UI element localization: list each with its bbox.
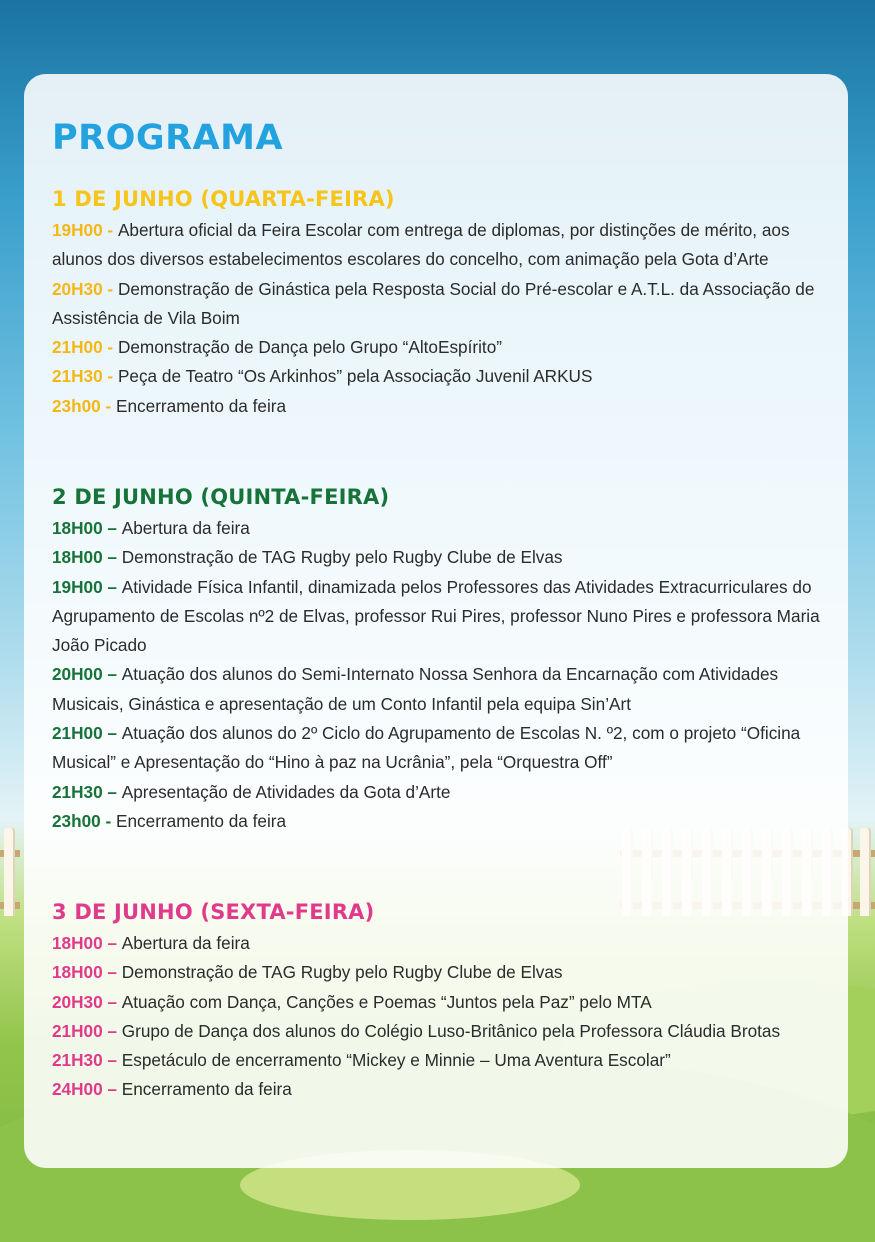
item-text: Demonstração de TAG Rugby pelo Rugby Clube de Elvas (121, 962, 563, 983)
day-section-3 (52, 896, 822, 1105)
schedule-item (52, 719, 822, 778)
schedule-item (52, 275, 822, 334)
schedule-list (52, 514, 822, 836)
page-title: PROGRAMA (52, 118, 284, 158)
item-text: Peça de Teatro “Os Arkinhos” pela Associação Juvenil ARKUS (117, 366, 593, 387)
item-text: Atuação com Dança, Canções e Poemas “Juntos pela Paz” pelo MTA (121, 991, 652, 1012)
item-time: 24H00 – (52, 1079, 122, 1100)
schedule-item (52, 660, 822, 719)
item-text: Apresentação de Atividades da Gota d’Arte (121, 781, 451, 802)
day-heading: 3 DE JUNHO (SEXTA-FEIRA) (52, 900, 375, 924)
item-time: 21H00 - (52, 337, 118, 358)
schedule-item (52, 778, 822, 807)
item-time: 20H00 – (52, 664, 122, 685)
item-text: Grupo de Dança dos alunos do Colégio Luso-Britânico pela Professora Cláudia Brotas (121, 1020, 781, 1041)
item-text: Espetáculo de encerramento “Mickey e Minnie – Uma Aventura Escolar” (121, 1050, 671, 1071)
day-section-2 (52, 481, 822, 836)
schedule-item (52, 362, 822, 391)
schedule-item (52, 958, 822, 987)
item-text: Encerramento da feira (121, 1079, 292, 1100)
schedule-list (52, 929, 822, 1105)
schedule-item (52, 1017, 822, 1046)
item-text: Demonstração de Dança pelo Grupo “AltoEspírito” (117, 337, 502, 358)
schedule-item (52, 929, 822, 958)
item-time: 18H00 – (52, 962, 122, 983)
item-time: 23h00 - (52, 395, 117, 416)
item-text: Atuação dos alunos do Semi-Internato Nossa Senhora da Encarnação com Atividades Musicais, Ginástica e apresentação de um Conto Infantil pela equipa Sin’Art (52, 664, 779, 714)
schedule-item (52, 988, 822, 1017)
item-time: 21H00 – (52, 723, 122, 744)
item-time: 21H30 - (52, 366, 118, 387)
schedule-item (52, 1046, 822, 1075)
day-heading: 1 DE JUNHO (QUARTA-FEIRA) (52, 187, 395, 211)
schedule-list (52, 216, 822, 421)
item-time: 18H00 – (52, 547, 122, 568)
item-time: 18H00 – (52, 933, 122, 953)
item-text: Atividade Física Infantil, dinamizada pelos Professores das Atividades Extracurriculares do Agrupamento de Escolas nº2 de Elvas, professor Rui Pires, professor Nuno Pires e professora Maria João Picado (52, 576, 820, 656)
item-text: Abertura da feira (121, 518, 250, 538)
schedule-item (52, 543, 822, 572)
schedule-item (52, 514, 822, 543)
schedule-item (52, 807, 822, 836)
day-heading: 2 DE JUNHO (QUINTA-FEIRA) (52, 485, 390, 509)
item-text: Encerramento da feira (116, 810, 287, 831)
item-text: Encerramento da feira (116, 395, 287, 416)
item-text: Abertura oficial da Feira Escolar com entrega de diplomas, por distinções de mérito, aos alunos dos diversos estabelecimentos escolares do concelho, com animação pela Gota d’Arte (52, 220, 790, 270)
item-time: 20H30 - (52, 278, 118, 299)
item-time: 21H30 – (52, 781, 122, 802)
item-text: Demonstração de Ginástica pela Resposta Social do Pré-escolar e A.T.L. da Associação de Assistência de Vila Boim (52, 278, 815, 328)
schedule-item (52, 1075, 822, 1104)
item-text: Abertura da feira (121, 933, 250, 953)
fence (0, 828, 20, 918)
schedule-item (52, 392, 822, 421)
day-section-1 (52, 183, 822, 421)
item-time: 23h00 - (52, 810, 117, 831)
item-text: Atuação dos alunos do 2º Ciclo do Agrupamento de Escolas N. º2, com o projeto “Oficina Musical” e Apresentação do “Hino à paz na Ucrânia”, pela “Orquestra Off” (52, 723, 801, 773)
schedule-item (52, 216, 822, 275)
item-time: 19H00 – (52, 576, 122, 597)
item-time: 19H00 - (52, 220, 118, 240)
item-time: 20H30 – (52, 991, 122, 1012)
item-time: 18H00 – (52, 518, 122, 538)
item-time: 21H30 – (52, 1050, 122, 1071)
item-time: 21H00 – (52, 1020, 122, 1041)
item-text: Demonstração de TAG Rugby pelo Rugby Clube de Elvas (121, 547, 563, 568)
schedule-item (52, 573, 822, 661)
schedule-item (52, 333, 822, 362)
